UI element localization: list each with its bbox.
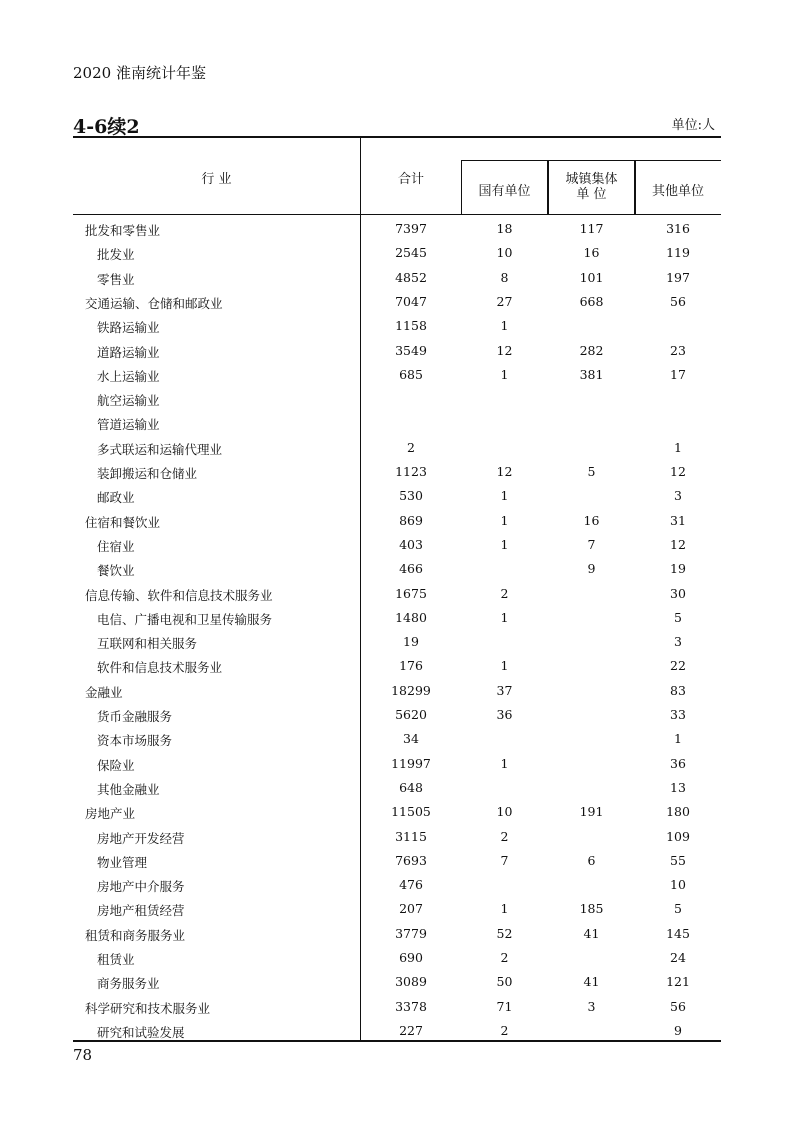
industry-name: 研究和试验发展 [97, 1024, 185, 1040]
cell-other: 22 [670, 658, 686, 674]
cell-other: 121 [666, 974, 690, 990]
industry-name: 互联网和相关服务 [97, 636, 198, 652]
cell-state: 12 [496, 464, 513, 479]
cell-other: 23 [670, 342, 686, 358]
industry-name: 物业管理 [97, 854, 148, 870]
cell-total: 3089 [395, 974, 427, 990]
table-row [73, 582, 721, 606]
header-bottom-rule [73, 214, 721, 215]
cell-state: 27 [496, 293, 513, 309]
industry-name: 商务服务业 [97, 976, 160, 992]
cell-total: 869 [399, 512, 423, 528]
cell-state: 52 [496, 925, 513, 941]
industry-name: 金融业 [85, 684, 123, 700]
table-bottom-rule [73, 1040, 721, 1042]
cell-other: 9 [674, 1022, 682, 1038]
cell-state: 12 [496, 342, 513, 358]
table-row [73, 800, 721, 824]
cell-other: 56 [670, 998, 686, 1014]
table-row [73, 897, 721, 921]
cell-total: 403 [399, 536, 423, 552]
cell-other: 17 [670, 366, 686, 382]
table-row [73, 460, 721, 484]
table-row [73, 509, 721, 533]
cell-other: 180 [666, 804, 690, 820]
cell-other: 316 [666, 221, 690, 236]
table-row [73, 654, 721, 678]
industry-name: 电信、广播电视和卫星传输服务 [97, 611, 273, 627]
cell-other: 56 [670, 293, 686, 309]
cell-other: 30 [670, 585, 686, 601]
cell-total: 176 [399, 658, 423, 674]
table-row [73, 411, 721, 435]
industry-name: 信息传输、软件和信息技术服务业 [85, 587, 273, 603]
cell-collective: 282 [579, 342, 604, 358]
cell-state: 36 [496, 707, 513, 722]
table-row [73, 849, 721, 873]
cell-other: 1 [674, 439, 682, 455]
table-row [73, 922, 721, 946]
industry-name: 道路运输业 [97, 344, 160, 360]
cell-collective: 381 [579, 366, 604, 382]
cell-state: 8 [500, 269, 509, 285]
cell-other: 1 [674, 731, 682, 747]
table-row [73, 557, 721, 581]
cell-other: 10 [670, 877, 686, 893]
cell-collective: 41 [583, 974, 600, 990]
industry-name: 住宿业 [97, 538, 135, 554]
cell-total: 7397 [395, 221, 427, 236]
cell-state: 10 [496, 804, 513, 820]
table-top-rule [73, 136, 721, 138]
cell-state: 2 [500, 585, 509, 601]
cell-other: 13 [670, 779, 686, 795]
cell-other: 5 [674, 609, 682, 625]
cell-collective: 117 [579, 221, 604, 236]
cell-total: 3378 [395, 998, 427, 1014]
table-row [73, 217, 721, 241]
cell-total: 227 [399, 1022, 423, 1038]
cell-collective: 668 [579, 293, 604, 309]
cell-state: 1 [500, 536, 509, 552]
header-industry: 行 业 [201, 172, 232, 187]
cell-total: 1158 [395, 318, 427, 334]
cell-collective: 7 [587, 536, 596, 552]
industry-name: 房地产中介服务 [97, 879, 185, 895]
cell-state: 2 [500, 828, 509, 844]
cell-total: 3549 [395, 342, 427, 358]
unit-label: 单位:人 [671, 118, 715, 133]
cell-total: 19 [403, 634, 419, 650]
cell-state: 10 [496, 245, 513, 261]
industry-name: 软件和信息技术服务业 [97, 660, 223, 676]
industry-name: 交通运输、仓储和邮政业 [85, 295, 223, 311]
cell-state: 18 [496, 221, 513, 236]
industry-name: 多式联运和运输代理业 [97, 441, 223, 457]
industry-name: 批发业 [97, 247, 135, 263]
table-row [73, 873, 721, 897]
industry-name: 装卸搬运和仓储业 [97, 466, 198, 481]
cell-total: 1123 [395, 464, 427, 479]
cell-other: 197 [666, 269, 690, 285]
cell-other: 83 [670, 682, 686, 698]
cell-total: 3779 [395, 925, 427, 941]
table-row [73, 727, 721, 751]
cell-state: 2 [500, 1022, 509, 1038]
cell-total: 476 [399, 877, 423, 893]
cell-collective: 101 [579, 269, 604, 285]
cell-state: 1 [500, 609, 509, 625]
table-row [73, 630, 721, 654]
cell-collective: 5 [587, 464, 596, 479]
cell-total: 7693 [395, 852, 427, 868]
cell-state: 1 [500, 901, 509, 917]
cell-collective: 3 [587, 998, 596, 1014]
industry-name: 保险业 [97, 757, 135, 773]
table-row [73, 436, 721, 460]
cell-collective: 9 [587, 561, 596, 577]
table-row [73, 241, 721, 265]
cell-total: 685 [399, 366, 423, 382]
industry-name: 批发和零售业 [85, 223, 161, 238]
table-row [73, 825, 721, 849]
table-row [73, 946, 721, 970]
table-row [73, 339, 721, 363]
cell-collective: 41 [583, 925, 600, 941]
table-row [73, 290, 721, 314]
cell-total: 466 [399, 561, 423, 577]
cell-total: 11505 [391, 804, 431, 820]
header-state: 国有单位 [478, 184, 531, 199]
cell-total: 7047 [395, 293, 427, 309]
cell-other: 19 [670, 561, 686, 577]
cell-total: 18299 [391, 682, 431, 698]
book-title: 2020 淮南统计年鉴 [73, 64, 206, 82]
cell-other: 145 [666, 925, 690, 941]
cell-collective: 16 [583, 512, 600, 528]
header-collective: 城镇集体 单 位 [565, 172, 618, 202]
industry-name: 水上运输业 [97, 368, 160, 384]
cell-other: 36 [670, 755, 686, 771]
table-row [73, 679, 721, 703]
cell-other: 31 [670, 512, 686, 528]
cell-other: 24 [670, 950, 686, 965]
industry-name: 邮政业 [97, 490, 135, 506]
industry-name: 房地产业 [85, 806, 136, 822]
cell-other: 3 [674, 488, 682, 504]
cell-total: 2 [407, 439, 415, 455]
cell-other: 119 [666, 245, 690, 261]
industry-name: 租赁和商务服务业 [85, 927, 186, 943]
cell-other: 3 [674, 634, 682, 650]
cell-total: 3115 [395, 828, 427, 844]
cell-other: 12 [670, 536, 686, 552]
cell-state: 1 [500, 366, 509, 382]
cell-state: 7 [500, 852, 509, 868]
table-row [73, 703, 721, 727]
table-row [73, 970, 721, 994]
industry-name: 货币金融服务 [97, 709, 173, 724]
industry-name: 铁路运输业 [97, 320, 160, 336]
table-row [73, 606, 721, 630]
table-row [73, 995, 721, 1019]
cell-total: 34 [403, 731, 419, 747]
cell-state: 1 [500, 658, 509, 674]
industry-name: 管道运输业 [97, 417, 160, 433]
table-row [73, 363, 721, 387]
header-other: 其他单位 [651, 184, 704, 199]
cell-total: 690 [399, 950, 423, 965]
cell-total: 5620 [395, 707, 427, 722]
industry-name: 零售业 [97, 271, 135, 287]
table-row [73, 266, 721, 290]
cell-state: 1 [500, 755, 509, 771]
industry-name: 餐饮业 [97, 563, 135, 579]
cell-state: 1 [500, 512, 509, 528]
table-id: 4-6续2 [73, 116, 140, 138]
cell-total: 2545 [395, 245, 427, 261]
cell-total: 648 [399, 779, 423, 795]
industry-name: 房地产开发经营 [97, 830, 185, 846]
cell-state: 2 [500, 950, 509, 965]
cell-other: 109 [666, 828, 690, 844]
table-row [73, 484, 721, 508]
cell-collective: 16 [583, 245, 600, 261]
page-number: 78 [73, 1046, 93, 1064]
industry-name: 房地产租赁经营 [97, 903, 185, 919]
cell-total: 1675 [395, 585, 427, 601]
cell-state: 50 [496, 974, 513, 990]
cell-other: 55 [670, 852, 686, 868]
cell-total: 1480 [395, 609, 427, 625]
cell-collective: 6 [587, 852, 596, 868]
table-row [73, 314, 721, 338]
cell-total: 4852 [395, 269, 427, 285]
table-row [73, 533, 721, 557]
cell-collective: 185 [579, 901, 604, 917]
industry-name: 航空运输业 [97, 393, 160, 409]
table-row [73, 387, 721, 411]
cell-total: 530 [399, 488, 423, 504]
cell-other: 33 [670, 707, 686, 722]
industry-name: 资本市场服务 [97, 733, 173, 749]
cell-total: 207 [399, 901, 423, 917]
table-row [73, 776, 721, 800]
cell-total: 11997 [391, 755, 431, 771]
cell-other: 12 [670, 464, 686, 479]
table-row [73, 752, 721, 776]
industry-name: 住宿和餐饮业 [85, 514, 161, 530]
industry-name: 科学研究和技术服务业 [85, 1000, 211, 1016]
cell-state: 71 [496, 998, 513, 1014]
cell-state: 1 [500, 318, 509, 334]
cell-state: 1 [500, 488, 509, 504]
cell-collective: 191 [579, 804, 604, 820]
header-total: 合计 [397, 172, 424, 187]
cell-state: 37 [496, 682, 513, 698]
industry-name: 租赁业 [97, 952, 135, 967]
cell-other: 5 [674, 901, 682, 917]
industry-name: 其他金融业 [97, 781, 160, 797]
